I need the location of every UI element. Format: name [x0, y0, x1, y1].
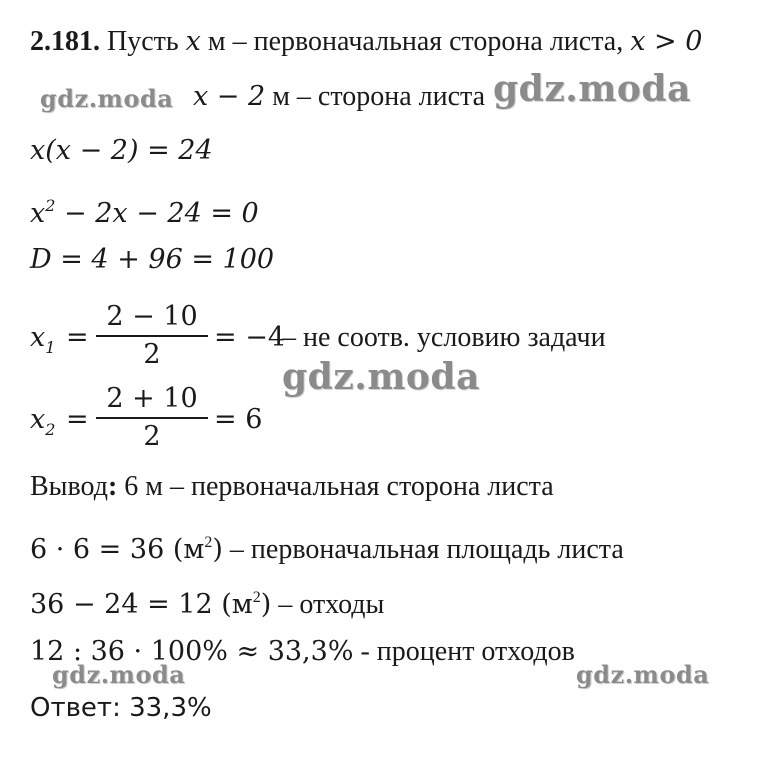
second-side-unit: м [265, 81, 290, 112]
fraction-bar [96, 335, 208, 337]
root-1-eq: = [66, 322, 89, 353]
intro-rest: – первоначальная сторона листа, [225, 26, 631, 57]
second-side-line [193, 81, 485, 113]
conclusion-value: 6 м [117, 471, 164, 502]
watermark: gdz.moda [576, 660, 710, 689]
second-side-text: – сторона листа [289, 81, 486, 112]
waste-line [30, 582, 384, 621]
root-2-numerator: 2 + 10 [106, 383, 198, 414]
waste-expr: 36 − 24 = 12 (м [30, 589, 253, 620]
percent-text: - процент отходов [353, 636, 575, 667]
area-exponent: 2 [204, 534, 213, 551]
root-2-eq: = [66, 404, 89, 435]
fraction-bar [96, 417, 208, 419]
conclusion-line [30, 471, 554, 503]
watermark: gdz.moda [282, 356, 480, 398]
root-2-var: $x_2$ [30, 404, 56, 439]
discriminant-line: D = 4 + 96 = 100 [30, 244, 275, 275]
area-line [30, 527, 624, 566]
conclusion-colon: : [107, 471, 118, 502]
watermark: gdz.moda [40, 84, 174, 113]
percent-expr: 12 : 36 · 100% ≈ 33,3% [30, 636, 354, 667]
watermark: gdz.moda [493, 68, 691, 110]
root-2-result: = 6 [214, 404, 263, 435]
root-2-denominator: 2 [143, 421, 161, 452]
problem-statement-line [30, 26, 702, 58]
root-2-fraction [96, 384, 208, 452]
root-1-numerator: 2 − 10 [106, 301, 198, 332]
equation-2-rest: − 2x − 24 = 0 [55, 198, 259, 229]
watermark: gdz.moda [52, 660, 186, 689]
equation-2 [30, 190, 259, 230]
equation-1: x(x − 2) = 24 [30, 135, 213, 166]
conclusion-label: Вывод [30, 471, 108, 502]
area-close: ) [212, 534, 223, 565]
condition: x > 0 [630, 26, 703, 57]
intro-text: Пусть [100, 26, 186, 57]
area-text: – первоначальная площадь листа [222, 534, 624, 565]
root-1-denominator: 2 [143, 339, 161, 370]
second-side-expr: x − 2 [193, 81, 266, 112]
equation-2-exponent: 2 [45, 196, 56, 215]
area-expr: 6 · 6 = 36 (м [30, 534, 205, 565]
root-1-result: = −4 [214, 322, 286, 353]
root-1-var: $x_1$ [30, 322, 56, 357]
answer-line: Ответ: 33,3% [30, 693, 212, 723]
root-1-note: – не соотв. условию задачи [282, 322, 606, 353]
waste-exponent: 2 [252, 589, 261, 606]
variable-x: x [185, 26, 201, 57]
waste-text: – отходы [271, 589, 385, 620]
equation-2-x: x [30, 198, 46, 229]
problem-number: 2.181. [30, 26, 100, 57]
unit-meter: м [200, 26, 226, 57]
waste-close: ) [260, 589, 272, 620]
conclusion-text: – первоначальная сторона листа [163, 471, 554, 502]
root-1-fraction [96, 302, 208, 370]
